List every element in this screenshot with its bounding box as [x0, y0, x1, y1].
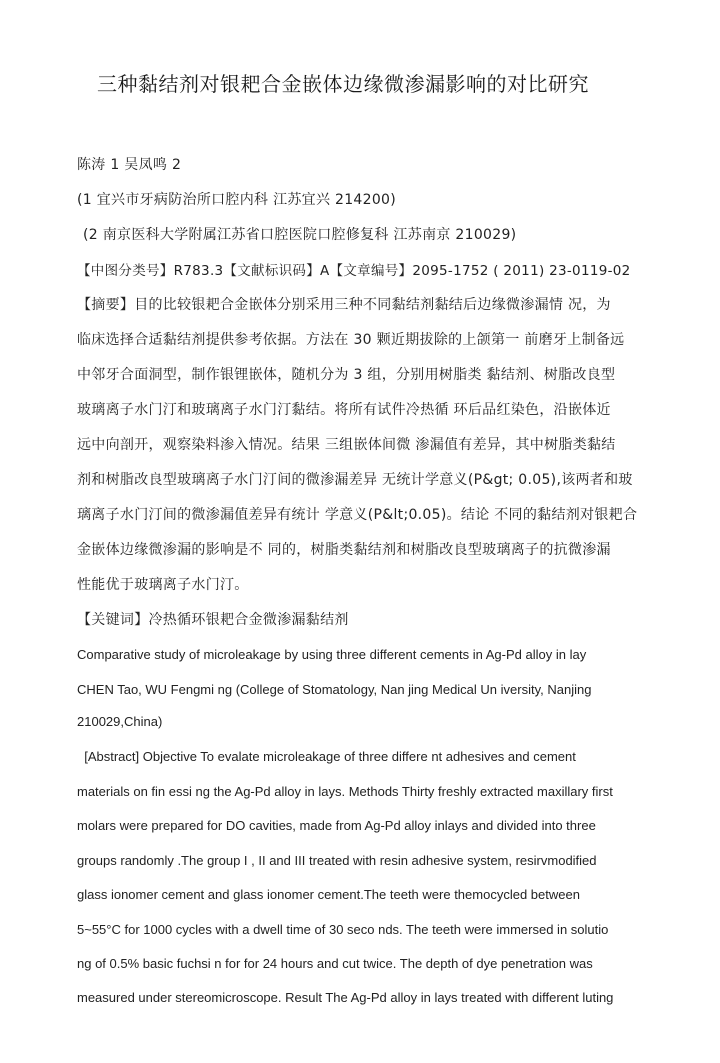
abstract-en-line: molars were prepared for DO cavities, made from Ag-Pd alloy inlays and divided into three	[77, 818, 596, 833]
affiliation-2: (2 南京医科大学附属江苏省口腔医院口腔修复科 江苏南京 210029)	[83, 227, 517, 243]
abstract-en-line: glass ionomer cement and glass ionomer cement.The teeth were themocycled between	[77, 887, 580, 902]
abstract-zh-line: 玻璃离子水门汀和玻璃离子水门汀黏结。将所有试件冷热循 环后品红染色，沿嵌体近	[77, 402, 611, 418]
affiliation-1: (1 宜兴市牙病防治所口腔内科 江苏宜兴 214200)	[77, 192, 397, 208]
abstract-zh-line: 剂和树脂改良型玻璃离子水门汀间的微渗漏差异 无统计学意义(P&gt; 0.05),该两者和玻	[77, 472, 633, 488]
english-authors-line: 210029,China)	[77, 714, 163, 729]
abstract-zh-line: 临床选择合适黏结剂提供参考依据。方法在 30 颗近期拔除的上颌第一 前磨牙上制备远	[77, 332, 625, 348]
english-authors-line: CHEN Tao, WU Fengmi ng (College of Stomatology, Nan jing Medical Un iversity, Nanjing	[77, 682, 592, 697]
abstract-zh-line: 【摘要】目的比较银耙合金嵌体分别采用三种不同黏结剂黏结后边缘微渗漏情 况，为	[77, 297, 611, 313]
abstract-en-line: materials on fin essi ng the Ag-Pd alloy in lays. Methods Thirty freshly extracted maxillary first	[77, 784, 613, 799]
abstract-zh-line: 远中向剖开，观察染料渗入情况。结果 三组嵌体间微 渗漏值有差异，其中树脂类黏结	[77, 437, 616, 453]
keywords-chinese: 【关键词】冷热循环银耙合金微渗漏黏结剂	[77, 612, 349, 628]
abstract-zh-line: 中邻牙合面洞型，制作银锂嵌体，随机分为 3 组，分别用树脂类 黏结剂、树脂改良型	[77, 367, 616, 383]
abstract-zh-line: 金嵌体边缘微渗漏的影响是不 同的，树脂类黏结剂和树脂改良型玻璃离子的抗微渗漏	[77, 542, 611, 558]
abstract-en-line: groups randomly .The group I , II and III treated with resin adhesive system, resirvmodified	[77, 853, 597, 868]
article-title: 三种黏结剂对银耙合金嵌体边缘微渗漏影响的对比研究	[97, 72, 589, 96]
abstract-en-line: [Abstract] Objective To evalate microleakage of three differe nt adhesives and cement	[77, 749, 576, 764]
authors: 陈涛 1 吴凤鸣 2	[77, 157, 182, 173]
abstract-zh-line: 璃离子水门汀间的微渗漏值差异有统计 学意义(P&lt;0.05)。结论 不同的黏结剂对银耙合	[77, 507, 638, 523]
abstract-zh-line: 性能优于玻璃离子水门汀。	[77, 577, 249, 593]
abstract-en-line: measured under stereomicroscope. Result The Ag-Pd alloy in lays treated with different luting	[77, 990, 614, 1005]
english-title: Comparative study of microleakage by using three different cements in Ag-Pd alloy in lay	[77, 647, 587, 662]
classification-line: 【中图分类号】R783.3【文献标识码】A【文章编号】2095-1752 ( 2011) 23-0119-02	[77, 263, 631, 279]
abstract-en-line: 5~55°C for 1000 cycles with a dwell time of 30 seco nds. The teeth were immersed in solutio	[77, 922, 609, 937]
abstract-en-line: ng of 0.5% basic fuchsi n for for 24 hours and cut twice. The depth of dye penetration was	[77, 956, 593, 971]
